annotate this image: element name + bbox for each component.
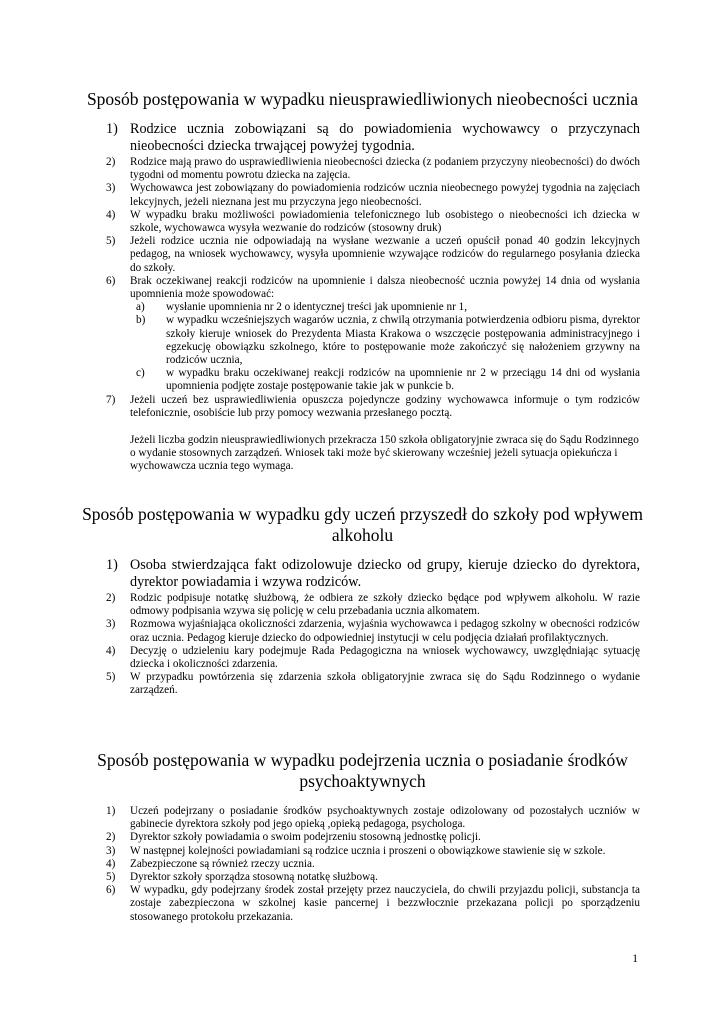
list-item: 3) Rozmowa wyjaśniająca okoliczności zdarzenia, wyjaśnia wychowawca i pedagog szkolny w obecności rodziców oraz ucznia. Pedagog kieruje dziecko do odpowiedniej instytucji w celu podjęcia działań profilaktycznych. [106, 618, 640, 644]
section2-title: Sposób postępowania w wypadku gdy uczeń przyszedł do szkoły pod wpływem alkoholu [82, 504, 643, 545]
sublist-item: a) wysłanie upomnienia nr 2 o identycznej treści jak upomnienie nr 1, [136, 301, 468, 314]
page-number: 1 [632, 953, 638, 965]
list-item: 5) W przypadku powtórzenia się zdarzenia szkoła obligatoryjnie zwraca się do Sądu Rodzinnego o wydanie zarządzeń. [106, 671, 640, 697]
list-item: 7) Jeżeli uczeń bez usprawiedliwienia opuszcza pojedyncze godziny wychowawca informuje o tym rodziców telefonicznie, osobiście lub przy pomocy wezwania przesłanego pocztą. [106, 393, 640, 419]
list-item: 3) W następnej kolejności powiadamiani są rodzice ucznia i proszeni o obowiązkowe stawienie się w szkole. [106, 844, 606, 857]
list-item: 1) Uczeń podejrzany o posiadanie środków psychoaktywnych zostaje odizolowany od pozostałych uczniów w gabinecie dyrektora szkoły pod jego opieką ,opieką pedagoga, psychologa. [106, 805, 640, 831]
list-item: 1) Osoba stwierdzająca fakt odizolowuje dziecko od grupy, kieruje dziecko do dyrektora, dyrektor powiadamia i wzywa rodziców. [106, 557, 640, 590]
section1-list [106, 121, 640, 155]
section2-list [106, 557, 640, 591]
section3-title: Sposób postępowania w wypadku podejrzenia ucznia o posiadanie środków psychoaktywnych [97, 750, 628, 791]
list-item: 2) Rodzice mają prawo do usprawiedliwienia nieobecności dziecka (z podaniem przyczyny nieobecności) do dwóch tygodni od momentu powrotu dziecka na zajęcia. [106, 156, 640, 182]
section1-title: Sposób postępowania w wypadku nieusprawiedliwionych nieobecności ucznia [86, 89, 639, 109]
list-item: 4) Decyzję o udzieleniu kary podejmuje Rada Pedagogiczna na wniosek wychowawcy, uwzględniając sytuację dziecka i okoliczności zdarzenia. [106, 644, 640, 671]
sublist-item: b) w wypadku wcześniejszych wagarów ucznia, z chwilą otrzymania potwierdzenia odbioru pisma, dyrektor szkoły kieruje wniosek do Prezydenta Miasta Krakowa o wszczęcie postępowania administracyjnego i egzekucję obowiązku szkolnego, które to postępowanie może zakończyć się nałożeniem grzywny na rodziców ucznia, [136, 314, 640, 367]
section2-list-rest [106, 592, 640, 698]
section1-note: Jeżeli liczba godzin nieusprawiedliwionych przekracza 150 szkoła obligatoryjnie zwraca się do Sądu Rodzinnego o wydanie stosownych zarządzeń. Wniosek taki może być skierowany wcześniej jeżeli sytuacja opiekuńcza i wychowawcza ucznia tego wymaga. [130, 434, 639, 473]
list-item: 1) Rodzice ucznia zobowiązani są do powiadomienia wychowawcy o przyczynach nieobecności dziecka trwającej powyżej tygodnia. [106, 121, 640, 154]
section1-list-rest [106, 156, 640, 420]
list-item: 5) Dyrektor szkoły sporządza stosowną notatkę służbową. [106, 871, 378, 884]
sublist-item: c) w wypadku braku oczekiwanej reakcji rodziców na upomnienie nr 2 w przeciągu 14 dni od wysłania upomnienia podjęte zostaje postępowanie takie jak w punkcie b. [136, 367, 640, 393]
list-item: 4) Zabezpieczone są również rzeczy ucznia. [106, 857, 315, 870]
list-item: 4) W wypadku braku możliwości powiadomienia telefonicznego lub osobistego o nieobecności ich dziecka w szkole, wychowawca wysyła wezwanie do rodziców (stosowny druk) [106, 208, 640, 235]
list-item: 5) Jeżeli rodzice ucznia nie odpowiadają na wysłane wezwanie a uczeń opuścił ponad 40 godzin lekcyjnych pedagog, na wniosek wychowawcy, wysyła upomnienie wzywające rodziców do regularnego posyłania dziecka do szkoły. [106, 235, 640, 274]
list-item: 6) Brak oczekiwanej reakcji rodziców na upomnienie i dalsza nieobecność ucznia powyżej 14 dnia od wysłania upomnienia może spowodować: a) wysłanie upomnienia nr 2 o identycznej treści jak upomnienie nr 1, b) w wypadku wcześniejszych wagarów ucznia, z chwilą otrzymania potwierdzenia odbioru pisma, dyrektor szkoły kieruje wniosek do Prezydenta Miasta Krakowa o wszczęcie postępowania administracyjnego i egzekucję obowiązku szkolnego, które to postępowanie może zakończyć się nałożeniem grzywny na rodziców ucznia, c) w wypadku braku oczekiwanej reakcji rodziców na upomnienie nr 2 w przeciągu 14 dni od wysłania upomnienia podjęte zostaje postępowanie takie jak w punkcie b. [106, 274, 640, 393]
list-item: 6) W wypadku, gdy podejrzany środek został przejęty przez nauczyciela, do chwili przyjazdu policji, substancja ta zostaje zabezpieczona w szkolnej kasie pancernej i bezzwłocznie przekazana policji po sporządzeniu stosowanego protokołu przekazania. [106, 884, 640, 923]
section3-list [106, 805, 640, 924]
list-item: 2) Dyrektor szkoły powiadamia o swoim podejrzeniu stosowną jednostkę policji. [106, 831, 481, 844]
list-item: 3) Wychowawca jest zobowiązany do powiadomienia rodziców ucznia nieobecnego powyżej tygodnia na zajęciach lekcyjnych, jeżeli nieznana jest mu przyczyna jego nieobecności. [106, 182, 640, 208]
list-item: 2) Rodzic podpisuje notatkę służbową, że odbiera ze szkoły dziecko będące pod wpływem alkoholu. W razie odmowy podpisania wzywa się policję w celu przebadania ucznia alkomatem. [106, 592, 640, 618]
sublist [136, 301, 640, 393]
